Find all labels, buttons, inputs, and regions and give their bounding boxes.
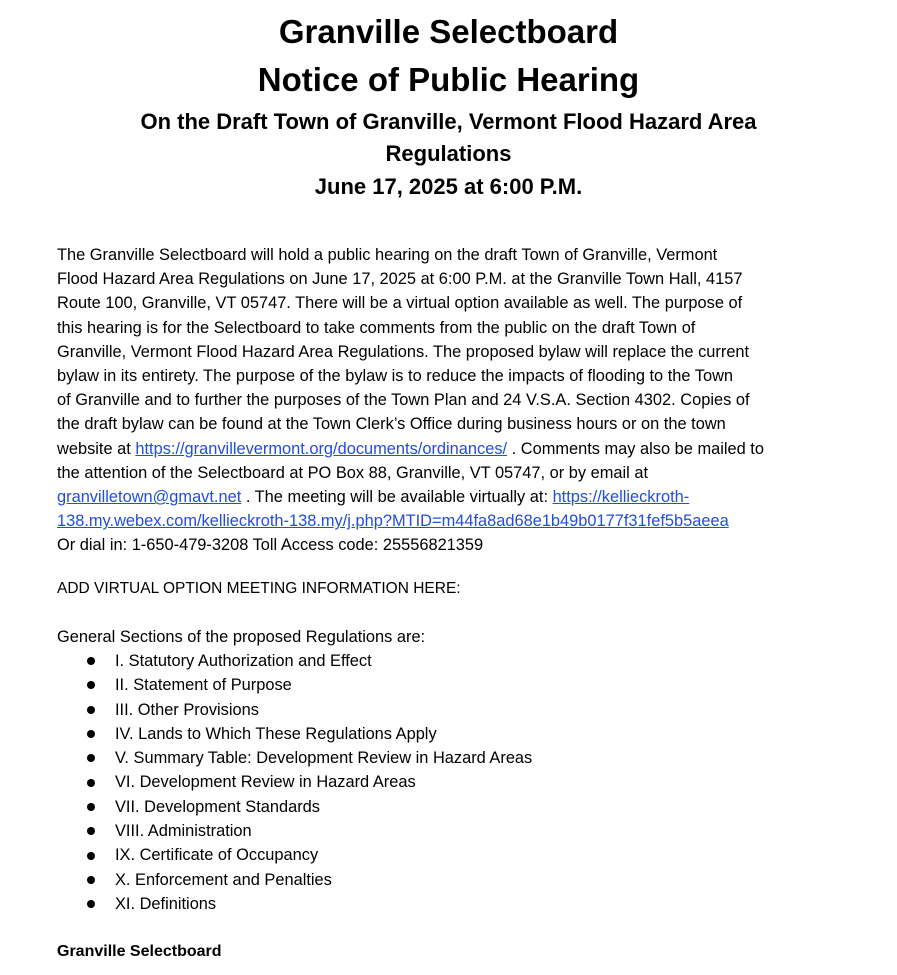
section-label: II. Statement of Purpose (115, 676, 292, 695)
bullet-icon (87, 827, 95, 835)
body-line: this hearing is for the Selectboard to take comments from the public on the draft Town of (57, 318, 696, 337)
body-line: Granville, Vermont Flood Hazard Area Regulations. The proposed bylaw will replace the current (57, 342, 750, 361)
list-item (87, 868, 532, 892)
bullet-icon (87, 779, 95, 787)
webex-link-continued[interactable]: 138.my.webex.com/kellieckroth-138.my/j.php?MTID=m44fa8ad68e1b49b0177f31fef5b5aeea (57, 512, 729, 531)
list-item (87, 795, 532, 819)
section-label: V. Summary Table: Development Review in Hazard Areas (115, 749, 533, 768)
section-label: VII. Development Standards (115, 797, 320, 816)
title-line1: Granville Selectboard (278, 13, 619, 50)
section-label: III. Other Provisions (115, 700, 259, 719)
body-line (57, 509, 847, 533)
body-text-segment: website at (57, 439, 136, 458)
body-line: the draft bylaw can be found at the Town Clerk’s Office during business hours or on the town (57, 415, 726, 434)
webex-link[interactable]: https://kellieckroth- (552, 488, 690, 507)
section-label: IV. Lands to Which These Regulations Apply (115, 724, 437, 743)
add-virtual-placeholder: ADD VIRTUAL OPTION MEETING INFORMATION HERE: (57, 580, 461, 597)
email-link[interactable]: granvilletown@gmavt.net (57, 488, 242, 507)
body-text-segment: . Comments may also be mailed to (507, 439, 764, 458)
bullet-icon (87, 706, 95, 714)
section-label: IX. Certificate of Occupancy (115, 846, 319, 865)
bullet-icon (87, 730, 95, 738)
list-item (87, 722, 532, 746)
body-line: bylaw in its entirety. The purpose of the bylaw is to reduce the impacts of flooding to the Town (57, 367, 734, 386)
list-item (87, 770, 532, 794)
dial-in-info: Or dial in: 1-650-479-3208 Toll Access code: 25556821359 (57, 536, 484, 555)
list-item (87, 698, 532, 722)
list-item (87, 649, 532, 673)
body-line: Route 100, Granville, VT 05747. There will be a virtual option available as well. The purpose of (57, 294, 743, 313)
body-text-segment: . The meeting will be available virtually at: (241, 488, 553, 507)
bullet-icon (87, 803, 95, 811)
bullet-icon (87, 681, 95, 689)
body-line: of Granville and to further the purposes of the Town Plan and 24 V.S.A. Section 4302. Copies of (57, 391, 750, 410)
body-line (57, 437, 847, 461)
list-item (87, 819, 532, 843)
list-item (87, 843, 532, 867)
body-line: the attention of the Selectboard at PO Box 88, Granville, VT 05747, or by email at (57, 463, 649, 482)
body-line: The Granville Selectboard will hold a public hearing on the draft Town of Granville, Vermont (57, 246, 718, 264)
sections-list (87, 649, 532, 916)
subtitle-line2: Regulations (385, 141, 512, 166)
subtitle (100, 106, 797, 170)
ordinances-link[interactable]: https://granvillevermont.org/documents/ordinances/ (135, 439, 508, 458)
signature: Granville Selectboard (57, 943, 222, 960)
bullet-icon (87, 852, 95, 860)
title-line2: Notice of Public Hearing (257, 61, 640, 98)
sections-intro: General Sections of the proposed Regulations are: (57, 628, 426, 646)
notice-body (57, 243, 847, 558)
list-item (87, 746, 532, 770)
bullet-icon (87, 876, 95, 884)
list-item (87, 892, 532, 916)
hearing-date: June 17, 2025 at 6:00 P.M. (314, 174, 583, 199)
bullet-icon (87, 754, 95, 762)
section-label: X. Enforcement and Penalties (115, 870, 332, 889)
subtitle-line1: On the Draft Town of Granville, Vermont Flood Hazard Area (140, 109, 757, 134)
section-label: I. Statutory Authorization and Effect (115, 652, 372, 670)
body-line (57, 485, 847, 509)
body-line: Flood Hazard Area Regulations on June 17, 2025 at 6:00 P.M. at the Granville Town Hall, 4157 (57, 270, 743, 289)
section-label: XI. Definitions (115, 894, 217, 913)
section-label: VIII. Administration (115, 822, 252, 841)
section-label: VI. Development Review in Hazard Areas (115, 773, 416, 792)
bullet-icon (87, 657, 95, 665)
bullet-icon (87, 900, 95, 908)
list-item (87, 673, 532, 697)
